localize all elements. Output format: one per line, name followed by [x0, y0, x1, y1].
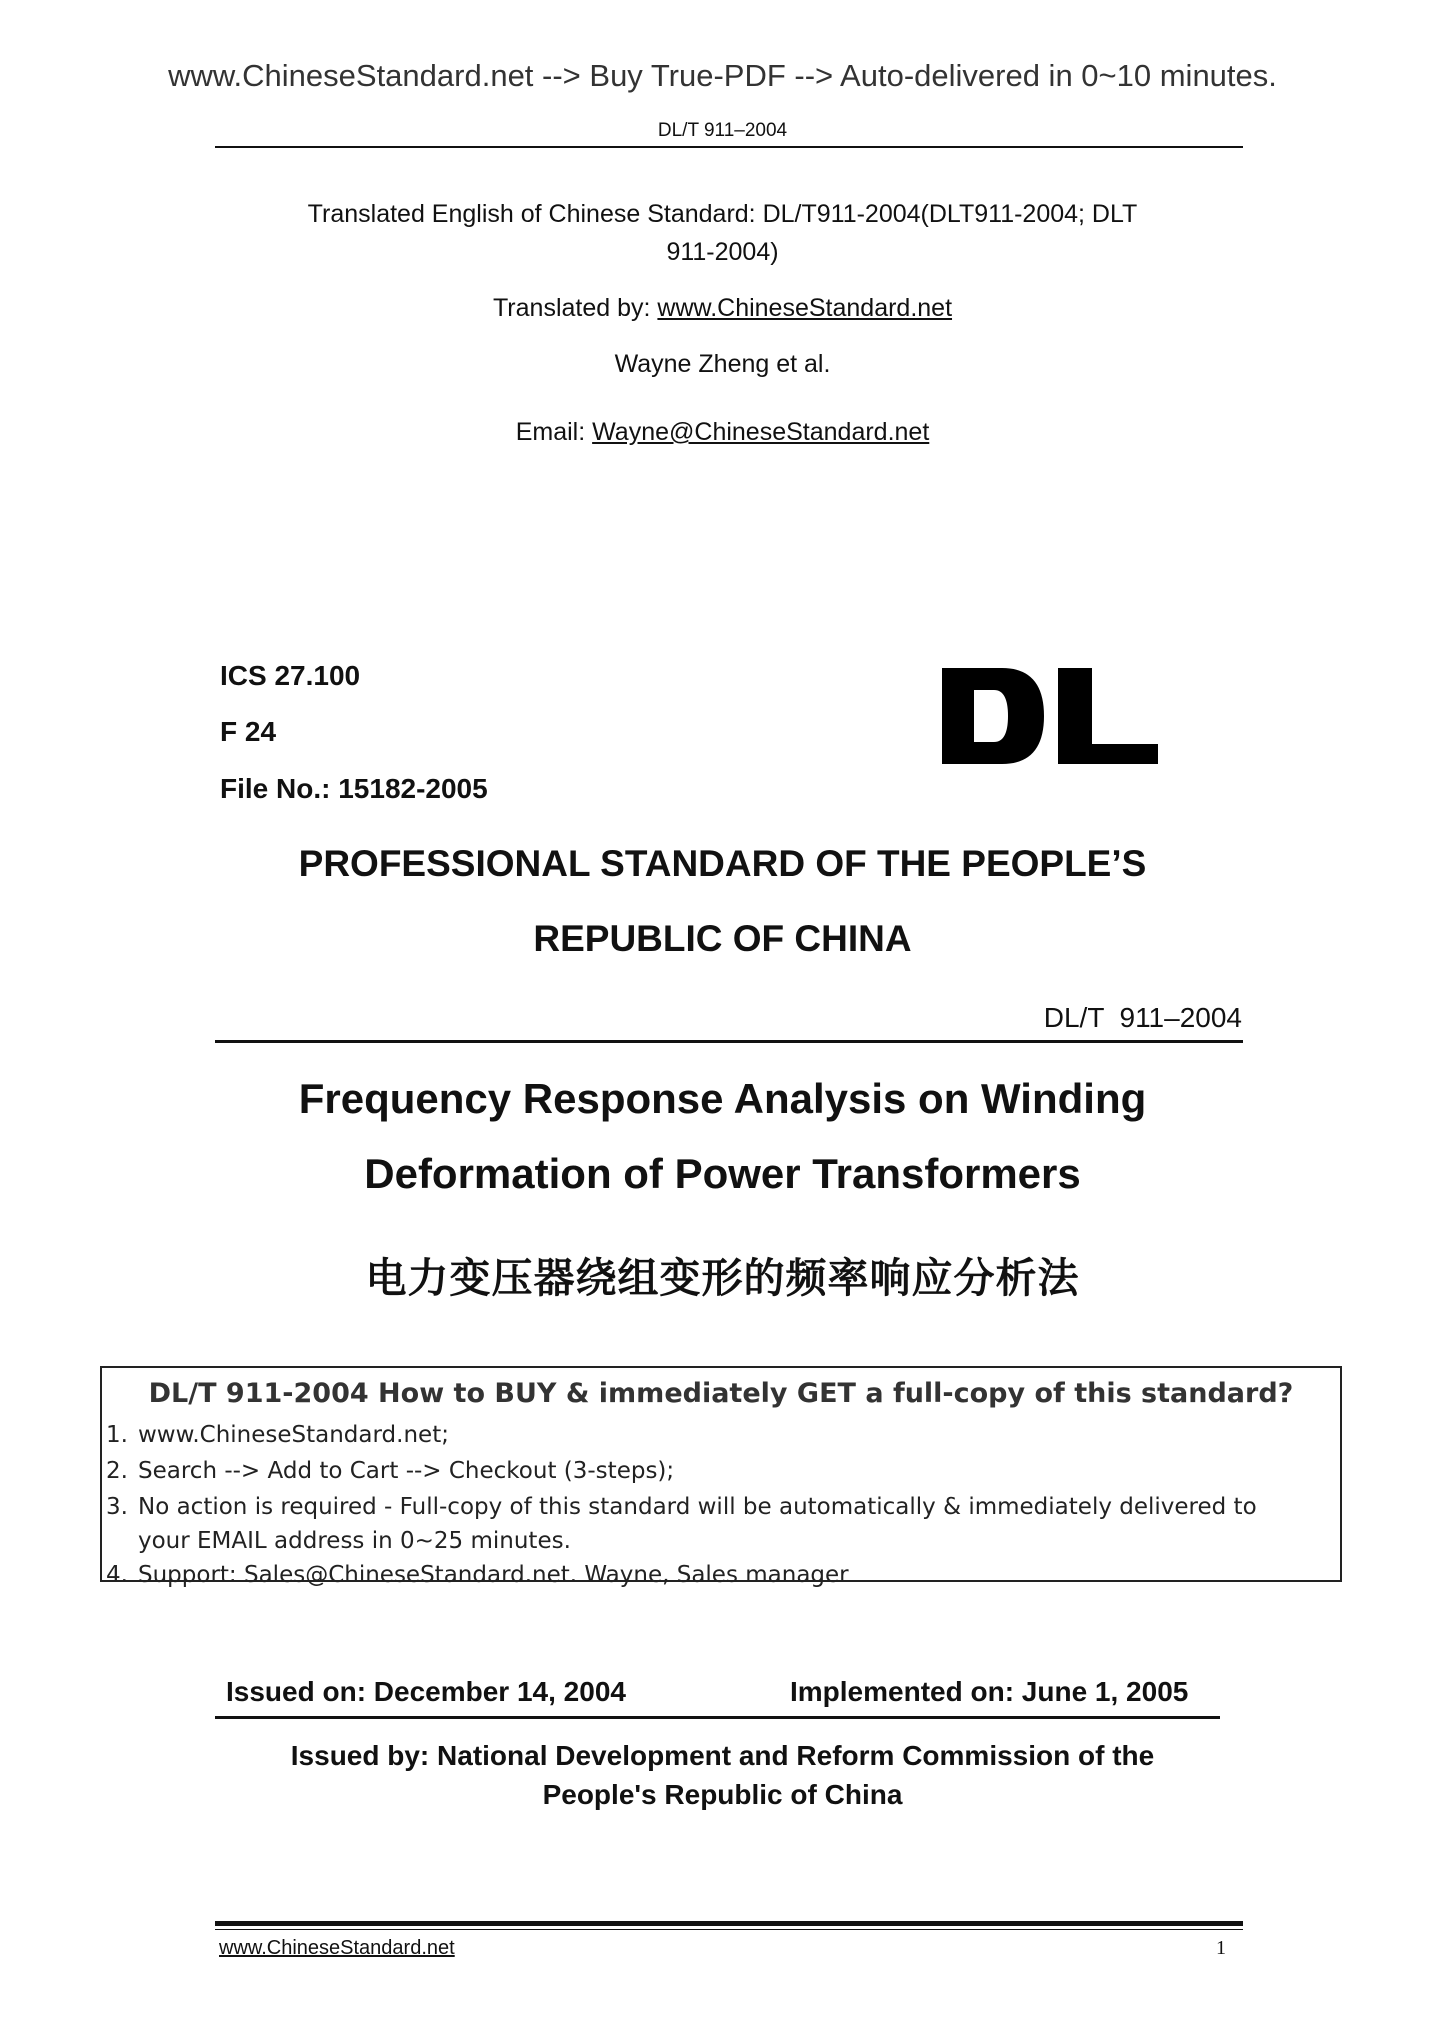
- dates-rule: [215, 1716, 1220, 1719]
- buy-heading: DL/T 911-2004 How to BUY & immediately GET a full-copy of this standard?: [148, 1378, 1294, 1409]
- footer-rule-thick: [215, 1921, 1243, 1926]
- dl-logo-graphic: [940, 660, 1160, 770]
- implemented-date: Implemented on: June 1, 2005: [790, 1676, 1189, 1707]
- buy-step-4: 4. Support: Sales@ChineseStandard.net. Wayne, Sales manager: [106, 1562, 849, 1588]
- translation-title-line1: Translated English of Chinese Standard: DL/T911-2004(DLT911-2004; DLT: [307, 200, 1138, 228]
- buy-instructions-box: [100, 1366, 1342, 1588]
- buy-step-3-continued: your EMAIL address in 0~25 minutes.: [138, 1528, 571, 1554]
- translator-name: Wayne Zheng et al.: [614, 350, 831, 378]
- issuer-line1: Issued by: National Development and Reform Commission of the: [290, 1740, 1155, 1771]
- email-link[interactable]: Wayne@ChineseStandard.net: [592, 418, 930, 446]
- title-chinese: 电力变压器绕组变形的频率响应分析法: [365, 1254, 1080, 1302]
- page-number: 1: [1216, 1937, 1226, 1959]
- translated-by-label: Translated by:: [492, 294, 658, 322]
- category-code: F 24: [220, 716, 277, 747]
- email-line: [0, 418, 1445, 447]
- buy-step-3: 3. No action is required - Full-copy of this standard will be automatically & immediately delivered to: [106, 1494, 1257, 1520]
- email-label: Email:: [515, 418, 593, 446]
- professional-standard-line2: REPUBLIC OF CHINA: [533, 918, 912, 959]
- translated-by: [0, 294, 1445, 323]
- header-standard-code: DL/T 911–2004: [657, 120, 788, 141]
- footer-website-link[interactable]: www.ChineseStandard.net: [219, 1937, 455, 1959]
- dl-logo: [940, 660, 1160, 775]
- buy-step-1: 1. www.ChineseStandard.net;: [106, 1422, 449, 1448]
- standard-code: DL/T 911–2004: [1043, 1002, 1242, 1033]
- translator-website-link[interactable]: www.ChineseStandard.net: [657, 294, 953, 322]
- title-rule: [215, 1040, 1243, 1043]
- title-line1: Frequency Response Analysis on Winding: [298, 1075, 1147, 1122]
- ics-code: ICS 27.100: [220, 660, 361, 691]
- footer-rule-thin: [215, 1929, 1243, 1930]
- professional-standard-line1: PROFESSIONAL STANDARD OF THE PEOPLE’S: [298, 843, 1147, 884]
- buy-step-2: 2. Search --> Add to Cart --> Checkout (3-steps);: [106, 1458, 675, 1484]
- translation-title-line2: 911-2004): [666, 238, 779, 266]
- issued-date: Issued on: December 14, 2004: [226, 1676, 626, 1707]
- title-line2: Deformation of Power Transformers: [364, 1150, 1081, 1197]
- top-banner: www.ChineseStandard.net --> Buy True-PDF --> Auto-delivered in 0~10 minutes.: [168, 58, 1277, 93]
- file-number: File No.: 15182-2005: [220, 773, 488, 804]
- header-rule: [215, 146, 1243, 148]
- issuer-line2: People's Republic of China: [542, 1779, 903, 1810]
